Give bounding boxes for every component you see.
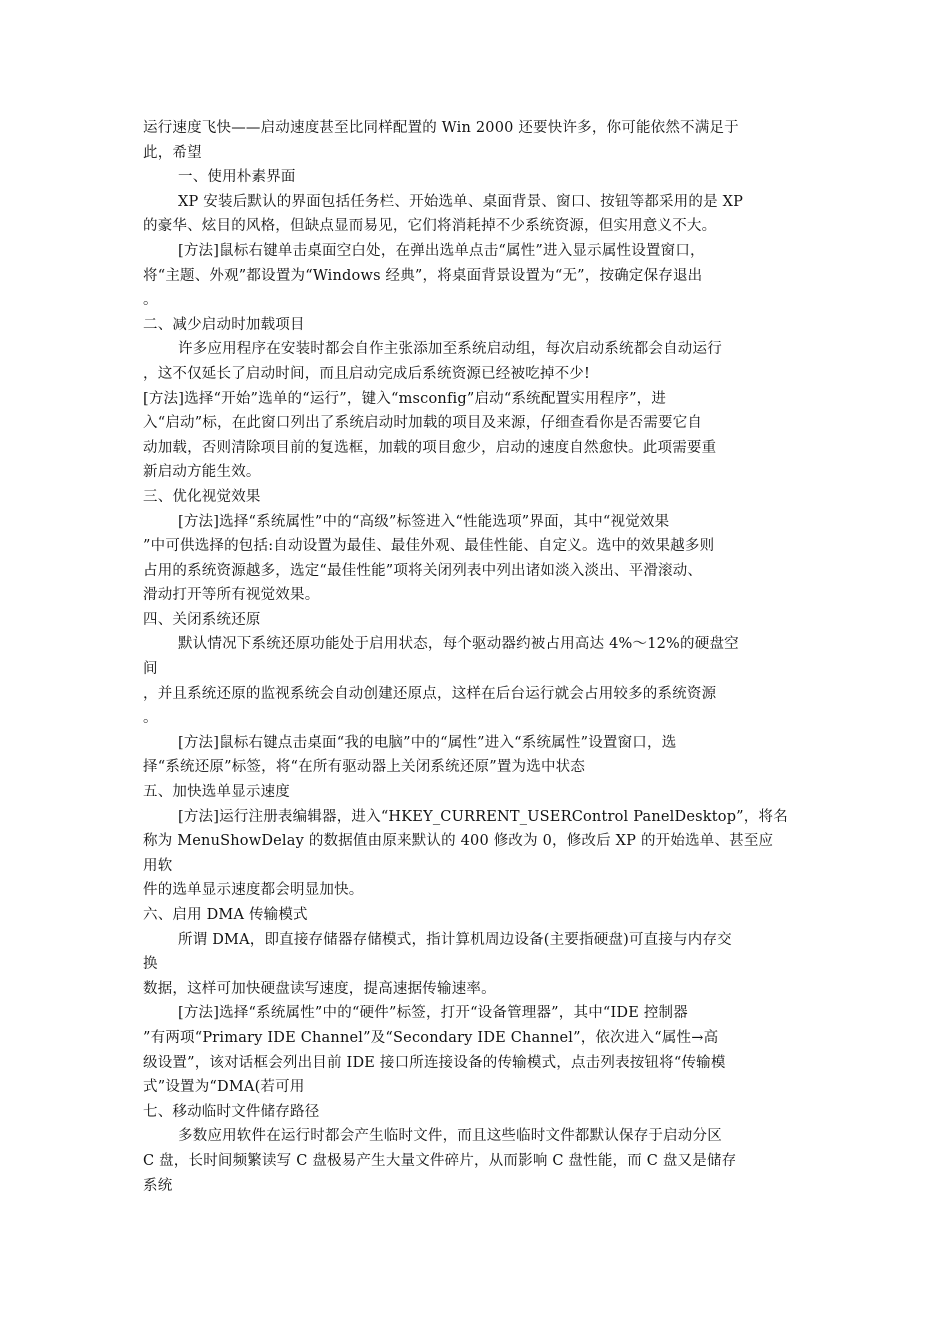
text-line: C 盘，长时间频繁读写 C 盘极易产生大量文件碎片，从而影响 C 盘性能，而 C 盘又是储存 (143, 1152, 737, 1169)
text-line: 滑动打开等所有视觉效果。 (143, 587, 320, 604)
text-line: 动加载，否则清除项目前的复选框，加载的项目愈少，启动的速度自然愈快。此项需要重 (143, 439, 717, 456)
text-line: 。 (143, 292, 158, 309)
text-line: 新启动方能生效。 (143, 464, 261, 481)
text-line: ，这不仅延长了启动时间，而且启动完成后系统资源已经被吃掉不少! (143, 365, 591, 382)
text-line: [方法]选择“开始”选单的“运行”，键入“msconfig”启动“系统配置实用程序”，进 (143, 390, 667, 407)
text-line: ”有两项“Primary IDE Channel”及“Secondary IDE Channel”，依次进入“属性→高 (143, 1029, 719, 1046)
text-line: 默认情况下系统还原功能处于启用状态，每个驱动器约被占用高达 4%～12%的硬盘空 (178, 636, 739, 653)
text-line: 七、移动临时文件储存路径 (143, 1103, 320, 1120)
text-line: [方法]选择“系统属性”中的“硬件”标签，打开“设备管理器”，其中“IDE 控制器 (178, 1005, 688, 1022)
text-line: 运行速度飞快——启动速度甚至比同样配置的 Win 2000 还要快许多，你可能依然不满足于 (143, 120, 739, 136)
text-line: 间 (143, 661, 158, 678)
text-line: 许多应用程序在安装时都会自作主张添加至系统启动组，每次启动系统都会自动运行 (178, 341, 722, 358)
text-line: 二、减少启动时加载项目 (143, 316, 305, 333)
text-line: 六、启用 DMA 传输模式 (143, 907, 308, 923)
text-line: [方法]鼠标右键单击桌面空白处，在弹出选单点击“属性”进入显示属性设置窗口， (178, 242, 705, 259)
text-line: 换 (143, 956, 158, 973)
text-line: 三、优化视觉效果 (143, 488, 261, 505)
text-line: 多数应用软件在运行时都会产生临时文件，而且这些临时文件都默认保存于启动分区 (178, 1128, 722, 1145)
document-body (143, 116, 811, 1198)
text-line: [方法]选择“系统属性”中的“高级”标签进入“性能选项”界面，其中“视觉效果 (178, 513, 670, 530)
text-line: 将“主题、外观”都设置为“Windows 经典”，将桌面背景设置为“无”，按确定保存退出 (143, 267, 703, 284)
text-line: 系统 (143, 1177, 173, 1194)
text-line: [方法]运行注册表编辑器，进入“HKEY_CURRENT_USERControl PanelDesktop”，将名 (178, 808, 788, 825)
text-line: 所谓 DMA，即直接存储器存储模式，指计算机周边设备(主要指硬盘)可直接与内存交 (178, 931, 732, 948)
text-line: 数据，这样可加快硬盘读写速度，提高速据传输速率。 (143, 980, 496, 997)
text-line: 式”设置为“DMA(若可用 (143, 1079, 305, 1096)
text-line: [方法]鼠标右键点击桌面“我的电脑”中的“属性”进入“系统属性”设置窗口，选 (178, 734, 677, 751)
text-line: 此，希望 (143, 144, 202, 161)
text-line: 入“启动”标，在此窗口列出了系统启动时加载的项目及来源，仔细查看你是否需要它自 (143, 415, 703, 432)
text-line: 用软 (143, 857, 173, 874)
text-line: 。 (143, 710, 158, 727)
text-line: 五、加快选单显示速度 (143, 784, 290, 801)
text-line: ”中可供选择的包括:自动设置为最佳、最佳外观、最佳性能、自定义。选中的效果越多则 (143, 538, 715, 555)
text-line: 择“系统还原”标签，将“在所有驱动器上关闭系统还原”置为选中状态 (143, 759, 586, 776)
text-line: ，并且系统还原的监视系统会自动创建还原点，这样在后台运行就会占用较多的系统资源 (143, 685, 717, 702)
text-line: 四、关闭系统还原 (143, 611, 261, 628)
text-line: 级设置”，该对话框会列出目前 IDE 接口所连接设备的传输模式，点击列表按钮将“传输模 (143, 1054, 726, 1071)
text-line: 一、使用朴素界面 (178, 169, 296, 186)
text-line: 称为 MenuShowDelay 的数据值由原来默认的 400 修改为 0，修改后 XP 的开始选单、甚至应 (143, 833, 774, 850)
text-line: 的豪华、炫目的风格，但缺点显而易见，它们将消耗掉不少系统资源，但实用意义不大。 (143, 218, 717, 235)
text-line: XP 安装后默认的界面包括任务栏、开始选单、桌面背景、窗口、按钮等都采用的是 XP (178, 193, 744, 210)
text-line: 占用的系统资源越多，选定“最佳性能”项将关闭列表中列出诸如淡入淡出、平滑滚动、 (143, 562, 703, 579)
text-line: 件的选单显示速度都会明显加快。 (143, 882, 364, 899)
